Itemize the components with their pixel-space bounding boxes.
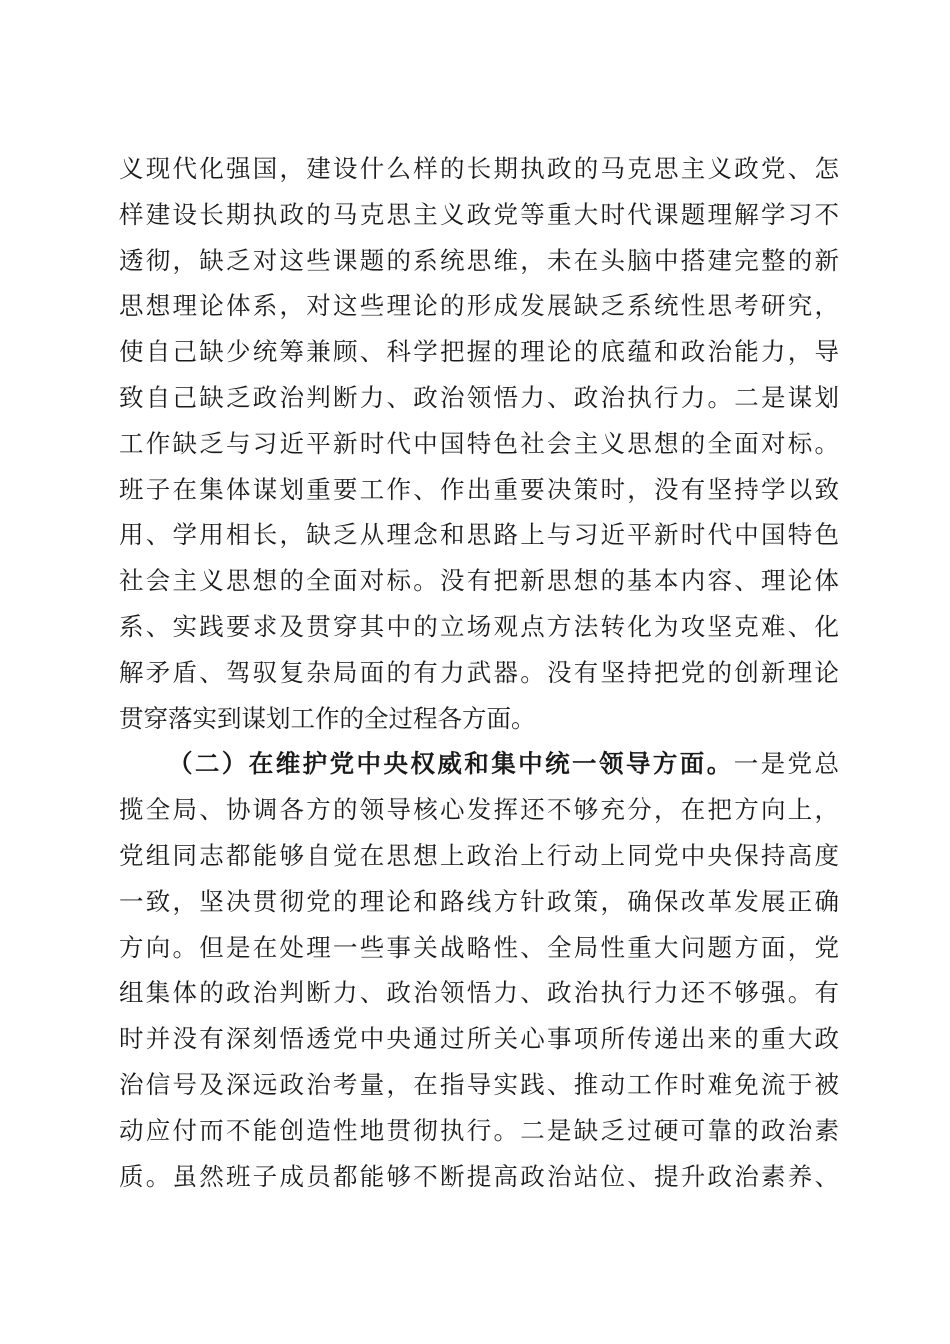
text-line: 使自己缺少统筹兼顾、科学把握的理论的底蕴和政治能力，导 — [119, 337, 839, 367]
text-line: 党组同志都能够自觉在思想上政治上行动上同党中央保持高度 — [119, 840, 839, 870]
text-line: 思想理论体系，对这些理论的形成发展缺乏系统性思考研究， — [119, 291, 839, 321]
text-line: 动应付而不能创造性地贯彻执行。二是缺乏过硬可靠的政治素 — [119, 1115, 839, 1145]
section-heading: （二）在维护党中央权威和集中统一领导方面。 — [168, 749, 734, 779]
text-line: 解矛盾、驾驭复杂局面的有力武器。没有坚持把党的创新理论 — [119, 657, 839, 687]
text-line: 致自己缺乏政治判断力、政治领悟力、政治执行力。二是谋划 — [119, 382, 839, 412]
text-line: 班子在集体谋划重要工作、作出重要决策时，没有坚持学以致 — [119, 474, 839, 504]
text-line: 用、学用相长，缺乏从理念和思路上与习近平新时代中国特色 — [119, 520, 839, 550]
heading-line-rest: 一是党总 — [733, 749, 839, 779]
document-body — [119, 146, 839, 1199]
text-line: 系、实践要求及贯穿其中的立场观点方法转化为攻坚克难、化 — [119, 611, 839, 641]
text-line: 治信号及深远政治考量，在指导实践、推动工作时难免流于被 — [119, 1069, 839, 1099]
text-line: 样建设长期执政的马克思主义政党等重大时代课题理解学习不 — [119, 199, 839, 229]
text-line: 组集体的政治判断力、政治领悟力、政治执行力还不够强。有 — [119, 978, 839, 1008]
text-line: 质。虽然班子成员都能够不断提高政治站位、提升政治素养、 — [119, 1161, 839, 1191]
text-line: 揽全局、协调各方的领导核心发挥还不够充分，在把方向上， — [119, 795, 839, 825]
text-line: 义现代化强国，建设什么样的长期执政的马克思主义政党、怎 — [119, 154, 839, 183]
text-line: 工作缺乏与习近平新时代中国特色社会主义思想的全面对标。 — [119, 428, 839, 458]
text-line: 社会主义思想的全面对标。没有把新思想的基本内容、理论体 — [119, 566, 839, 596]
section-heading-line — [119, 741, 839, 787]
text-line: 方向。但是在处理一些事关战略性、全局性重大问题方面，党 — [119, 932, 839, 962]
text-line: 贯穿落实到谋划工作的全过程各方面。 — [119, 703, 536, 733]
text-line: 透彻，缺乏对这些课题的系统思维，未在头脑中搭建完整的新 — [119, 245, 839, 275]
paragraph-1 — [119, 146, 839, 741]
text-line: 一致，坚决贯彻党的理论和路线方针政策，确保改革发展正确 — [119, 886, 839, 916]
text-line: 时并没有深刻悟透党中央通过所关心事项所传递出来的重大政 — [119, 1024, 839, 1054]
paragraph-2 — [119, 741, 839, 1199]
